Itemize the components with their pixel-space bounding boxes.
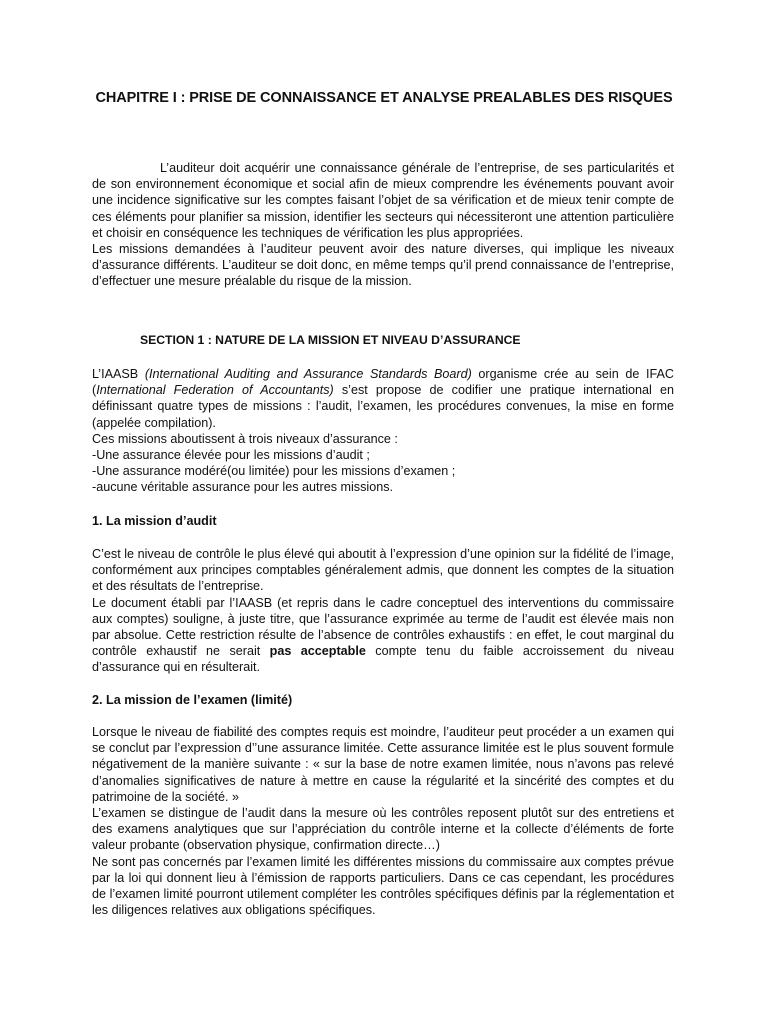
examen-block: [92, 724, 674, 918]
section-1-block: [92, 366, 674, 496]
assurance-intro-line: Ces missions aboutissent à trois niveaux d’assurance :: [92, 431, 398, 446]
intro-paragraph-2: Les missions demandées à l’auditeur peuvent avoir des nature diverses, qui implique les niveaux d’assurance différents. L’auditeur se doit donc, en même temps qu’il prend connaissance de l’entreprise, d’effectuer une mesure préalable du risque de la mission.: [92, 242, 674, 289]
intro-paragraph-1: L’auditeur doit acquérir une connaissance générale de l’entreprise, de ses particularités et de son environnement économique et social afin de mieux comprendre les événements pouvant avoir une incidence significative sur les comptes faisant l’objet de sa vérification et de mieux tenir compte de ces éléments pour planifier sa mission, identifier les secteurs qui nécessiteront une attention particulière et choisir en conséquence les techniques de vérification les plus appropriées.: [92, 161, 674, 240]
iaasb-italic-2: International Federation of Accountants): [96, 383, 334, 398]
iaasb-paragraph: [92, 366, 674, 431]
assurance-line-audit: -Une assurance élevée pour les missions d’audit ;: [92, 448, 370, 463]
section-1-title: SECTION 1 : NATURE DE LA MISSION ET NIVEAU D’ASSURANCE: [140, 333, 521, 347]
examen-paragraph-3: Ne sont pas concernés par l’examen limité les différentes missions du commissaire aux comptes prévue par la loi qui donnent lieu à l’émission de rapports particuliers. Dans ce cas cependant, les procédures de l’examen limité pourront utilement compléter les contrôles spécifiques définis par la réglementation et les diligences relatives aux obligations spécifiques.: [92, 854, 674, 918]
examen-heading: 2. La mission de l’examen (limité): [92, 693, 293, 707]
iaasb-text-1: L’IAASB: [92, 367, 145, 381]
assurance-line-others: -aucune véritable assurance pour les autres missions.: [92, 480, 394, 495]
iaasb-text-2: organisme crée au sein de IFAC (: [92, 367, 674, 398]
audit-paragraph-1: C’est le niveau de contrôle le plus élevé qui aboutit à l’expression d’une opinion sur la fidélité de l’image, conformément aux principes comptables généralement admis, que donnent les comptes de la situation et des résultats de l’entreprise.: [92, 547, 674, 594]
audit-block: [92, 546, 674, 676]
audit-bold-text: pas acceptable: [269, 644, 366, 659]
chapter-title: CHAPITRE I : PRISE DE CONNAISSANCE ET ANALYSE PREALABLES DES RISQUES: [95, 90, 673, 106]
audit-text-a: Le document établi par l’IAASB (et repris dans le cadre conceptuel des interventions du commissaire aux comptes) souligne, à juste titre, que l’assurance exprimée au terme de l’audit est élevée mais non par absolue. Cette restriction résulte de l’absence de contrôles exhaustifs : en effet, le cout marginal du contrôle exhaustif ne serait: [92, 595, 674, 659]
audit-heading: 1. La mission d’audit: [92, 514, 217, 528]
iaasb-italic-1: (International Auditing and Assurance Standards Board): [144, 367, 472, 381]
intro-block: [92, 160, 674, 290]
examen-paragraph-1: Lorsque le niveau de fiabilité des comptes requis est moindre, l’auditeur peut procéder a un examen qui se conclut par l’expression d’’une assurance limitée. Cette assurance limitée est le plus souvent formule négativement de la manière suivante : « sur la base de notre examen limitée, nous n’avons pas relevé d’anomalies significatives de nature à mettre en cause la régularité et la sincérité des comptes et du patrimoine de la société. »: [92, 725, 674, 804]
audit-paragraph-2: [92, 595, 674, 676]
examen-paragraph-2: L’examen se distingue de l’audit dans la mesure où les contrôles reposent plutôt sur des entretiens et des examens analytiques que sur l’appréciation du contrôle interne et la collecte d’éléments de forte valeur probante (observation physique, confirmation directe…): [92, 806, 674, 853]
assurance-line-examen: -Une assurance modéré(ou limitée) pour les missions d’examen ;: [92, 464, 456, 479]
audit-text-c: compte tenu du faible accroissement du niveau d’assurance qui en résulterait.: [92, 644, 674, 675]
iaasb-text-3: s’est propose de codifier une pratique international en définissant quatre types de missions : l’audit, l’examen, les procédures convenues, la mise en forme (appelée compilation).: [92, 383, 674, 430]
